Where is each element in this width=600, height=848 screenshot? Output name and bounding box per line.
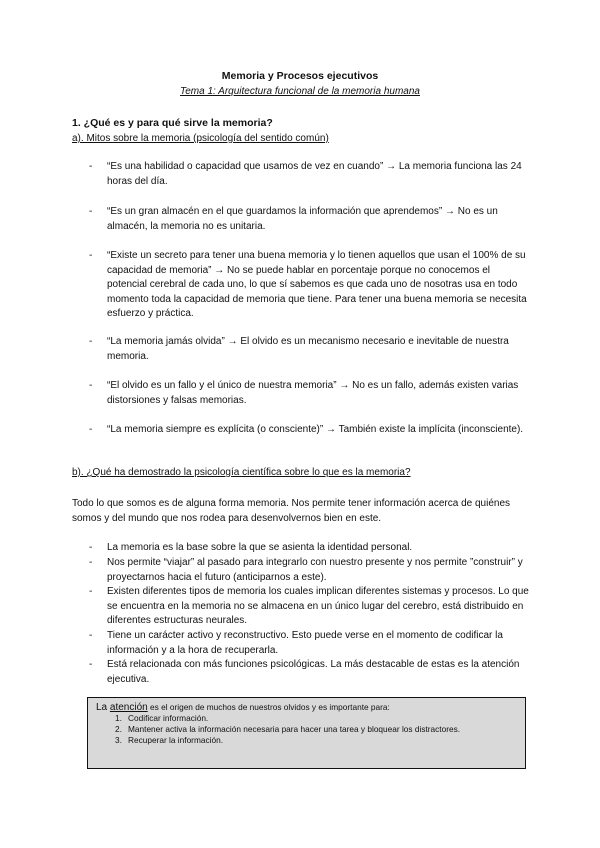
fact-item — [89, 541, 529, 556]
myth-item — [89, 249, 529, 322]
bullet-dash: - — [89, 630, 93, 641]
list-number: 2. — [115, 724, 122, 734]
callout-lead-prefix: La — [96, 702, 110, 713]
document-subtitle: Tema 1: Arquitectura funcional de la memoria humana — [180, 86, 420, 97]
list-number: 1. — [115, 713, 122, 723]
bullet-dash: - — [89, 586, 93, 597]
attention-callout-box — [87, 697, 526, 769]
bullet-dash: - — [89, 424, 93, 435]
fact-text: Está relacionada con más funciones psicológicas. La más destacable de estas es la atención ejecutiva. — [107, 659, 520, 685]
fact-item — [89, 658, 529, 687]
bullet-dash: - — [89, 336, 93, 347]
list-item-text: Mantener activa la información necesaria para hacer una tarea y bloquear los distractores. — [128, 724, 461, 734]
bullet-dash: - — [89, 250, 93, 261]
myth-item — [89, 205, 529, 234]
section-a-heading: a). Mitos sobre la memoria (psicología del sentido común) — [72, 133, 329, 144]
bullet-dash: - — [89, 161, 93, 172]
document-title: Memoria y Procesos ejecutivos — [221, 70, 379, 82]
bullet-dash: - — [89, 659, 93, 670]
myth-text: “La memoria jamás olvida” → El olvido es un mecanismo necesario e inevitable de nuestra memoria. — [107, 336, 509, 362]
list-item-text: Recuperar la información. — [128, 735, 223, 745]
fact-item — [89, 556, 529, 585]
bullet-dash: - — [89, 380, 93, 391]
fact-item — [89, 629, 529, 658]
fact-item — [89, 585, 529, 629]
myth-item — [89, 423, 529, 438]
myth-text: “Es un gran almacén en el que guardamos la información que aprendemos” → No es un almacén, la memoria no es unitaria. — [107, 206, 498, 232]
myth-item — [89, 160, 529, 189]
myth-text: “Existe un secreto para tener una buena memoria y lo tienen aquellos que usan el 100% de su capacidad de memoria” → No se puede hablar en porcentaje porque no conocemos el potencial cerebral de cada uno, lo que sí sabemos es que cada uno de nosotras usa en todo momento toda la capacidad de memoria que tiene. Para tener una buena memoria se necesita esfuerzo y práctica. — [107, 250, 527, 320]
myth-text: “La memoria siempre es explícita (o consciente)” → También existe la implícita (inconsciente). — [107, 424, 524, 435]
bullet-dash: - — [89, 206, 93, 217]
callout-list — [96, 713, 517, 746]
fact-text: Tiene un carácter activo y reconstructivo. Esto puede verse en el momento de codificar la información y a la hora de recuperarla. — [107, 630, 503, 656]
bullet-dash: - — [89, 557, 93, 568]
callout-list-item — [96, 724, 517, 735]
fact-text: Nos permite “viajar” al pasado para integrarlo con nuestro presente y nos permite ”construir” y proyectarnos hacia el futuro (anticiparnos a este). — [107, 557, 523, 583]
callout-lead-rest: es el origen de muchos de nuestros olvidos y es importante para: — [147, 702, 390, 712]
myth-text: “El olvido es un fallo y el único de nuestra memoria” → No es un fallo, además existen varias distorsiones y falsas memorias. — [107, 380, 519, 406]
intro-paragraph: Todo lo que somos es de alguna forma memoria. Nos permite tener información acerca de quiénes somos y del mundo que nos rodea para desenvolvernos bien en este. — [72, 498, 511, 524]
list-item-text: Codificar información. — [128, 713, 209, 723]
myth-item — [89, 379, 529, 408]
callout-list-item — [96, 713, 517, 724]
callout-keyword: atención — [109, 702, 148, 713]
fact-text: La memoria es la base sobre la que se asienta la identidad personal. — [107, 542, 413, 553]
fact-text: Existen diferentes tipos de memoria los cuales implican diferentes sistemas y procesos. Lo que se encuentra en la memoria no se almacena en un único lugar del cerebro, está distribuido en diferentes estructuras neurales. — [107, 586, 529, 627]
section-b-heading: b). ¿Qué ha demostrado la psicología científica sobre lo que es la memoria? — [72, 467, 411, 478]
myth-text: “Es una habilidad o capacidad que usamos de vez en cuando” → La memoria funciona las 24 horas del día. — [107, 161, 522, 187]
section-1-heading: 1. ¿Qué es y para qué sirve la memoria? — [72, 117, 273, 129]
list-number: 3. — [115, 735, 122, 745]
bullet-dash: - — [89, 542, 93, 553]
callout-lead — [96, 702, 517, 713]
callout-list-item — [96, 735, 517, 746]
myth-item — [89, 335, 529, 364]
